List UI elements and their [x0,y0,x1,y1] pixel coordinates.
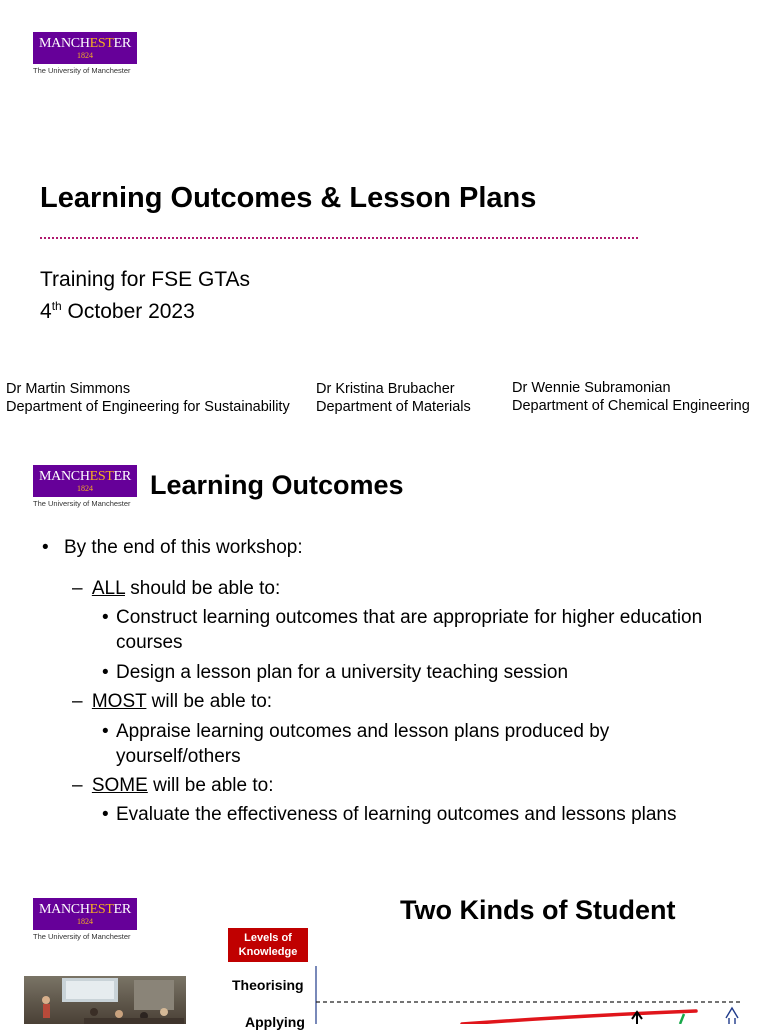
logo-wordmark: MANCHESTER [39,468,131,484]
bullet-mark: • [42,537,49,558]
slide-title-two-kinds: Two Kinds of Student [400,895,676,925]
presenter-department: Department of Materials [316,399,471,415]
lecture-photo [24,976,186,1024]
logo-mark [33,32,137,64]
logo-mark [33,465,137,497]
title-divider [40,237,638,239]
logo-subtitle: The University of Manchester [33,932,131,941]
level-theorising: Theorising [232,977,304,993]
presenter-name: Dr Kristina Brubacher [316,381,455,397]
group-some [72,773,274,798]
logo-year: 1824 [77,916,93,926]
knowledge-diagram [312,966,768,1024]
outline-up-arrow-icon [726,1008,738,1024]
presenter-department: Department of Engineering for Sustainability [6,399,290,415]
group-text: should be able to: [124,578,281,599]
presentation-title: Learning Outcomes & Lesson Plans [40,182,537,214]
dash-mark: – [72,775,83,796]
logo-mark [33,898,137,930]
list-item [102,660,722,685]
item-text: Construct learning outcomes that are appropriate for higher education courses [116,607,703,653]
intro-bullet [42,535,303,560]
intro-text: By the end of this workshop: [63,537,303,558]
presenter-department: Department of Chemical Engineering [512,398,750,414]
university-logo [33,898,138,944]
bullet-mark: • [102,662,109,683]
bullet-mark: • [102,607,109,628]
presentation-date: 4th October 2023 [40,299,195,323]
logo-subtitle: The University of Manchester [33,66,131,75]
group-keyword: ALL [91,578,125,599]
university-logo [33,32,138,78]
student-curve-red [462,1011,696,1024]
logo-year: 1824 [77,483,93,493]
presentation-subtitle: Training for FSE GTAs [40,268,251,291]
logo-subtitle: The University of Manchester [33,499,131,508]
bullet-mark: • [102,721,109,742]
list-item [102,719,722,769]
group-text: will be able to: [146,691,273,712]
list-item [102,605,722,655]
university-logo [33,465,138,511]
bullet-mark: • [102,804,109,825]
item-text: Evaluate the effectiveness of learning outcomes and lessons plans [116,804,677,825]
presenter-3 [512,379,750,415]
green-tick-mark [680,1014,684,1024]
dash-mark: – [72,691,83,712]
slide-title-learning-outcomes: Learning Outcomes [150,470,404,500]
presenter-name: Dr Wennie Subramonian [512,380,671,396]
group-keyword: MOST [91,691,147,712]
item-text: Design a lesson plan for a university teaching session [116,662,569,683]
logo-wordmark: MANCHESTER [39,35,131,51]
presenter-1 [6,380,290,416]
logo-wordmark: MANCHESTER [39,901,131,917]
group-text: will be able to: [147,775,274,796]
presenter-name: Dr Martin Simmons [6,381,131,397]
group-all [72,576,280,601]
list-item [102,802,742,827]
group-keyword: SOME [91,775,148,796]
levels-of-knowledge-label: Levels of Knowledge [228,928,308,962]
level-applying: Applying [245,1014,305,1030]
logo-year: 1824 [77,50,93,60]
lecture-photo-graphic [24,976,186,1024]
item-text: Appraise learning outcomes and lesson plans produced by yourself/others [116,721,610,767]
dash-mark: – [72,578,83,599]
presenter-2 [316,380,471,416]
group-most [72,689,272,714]
